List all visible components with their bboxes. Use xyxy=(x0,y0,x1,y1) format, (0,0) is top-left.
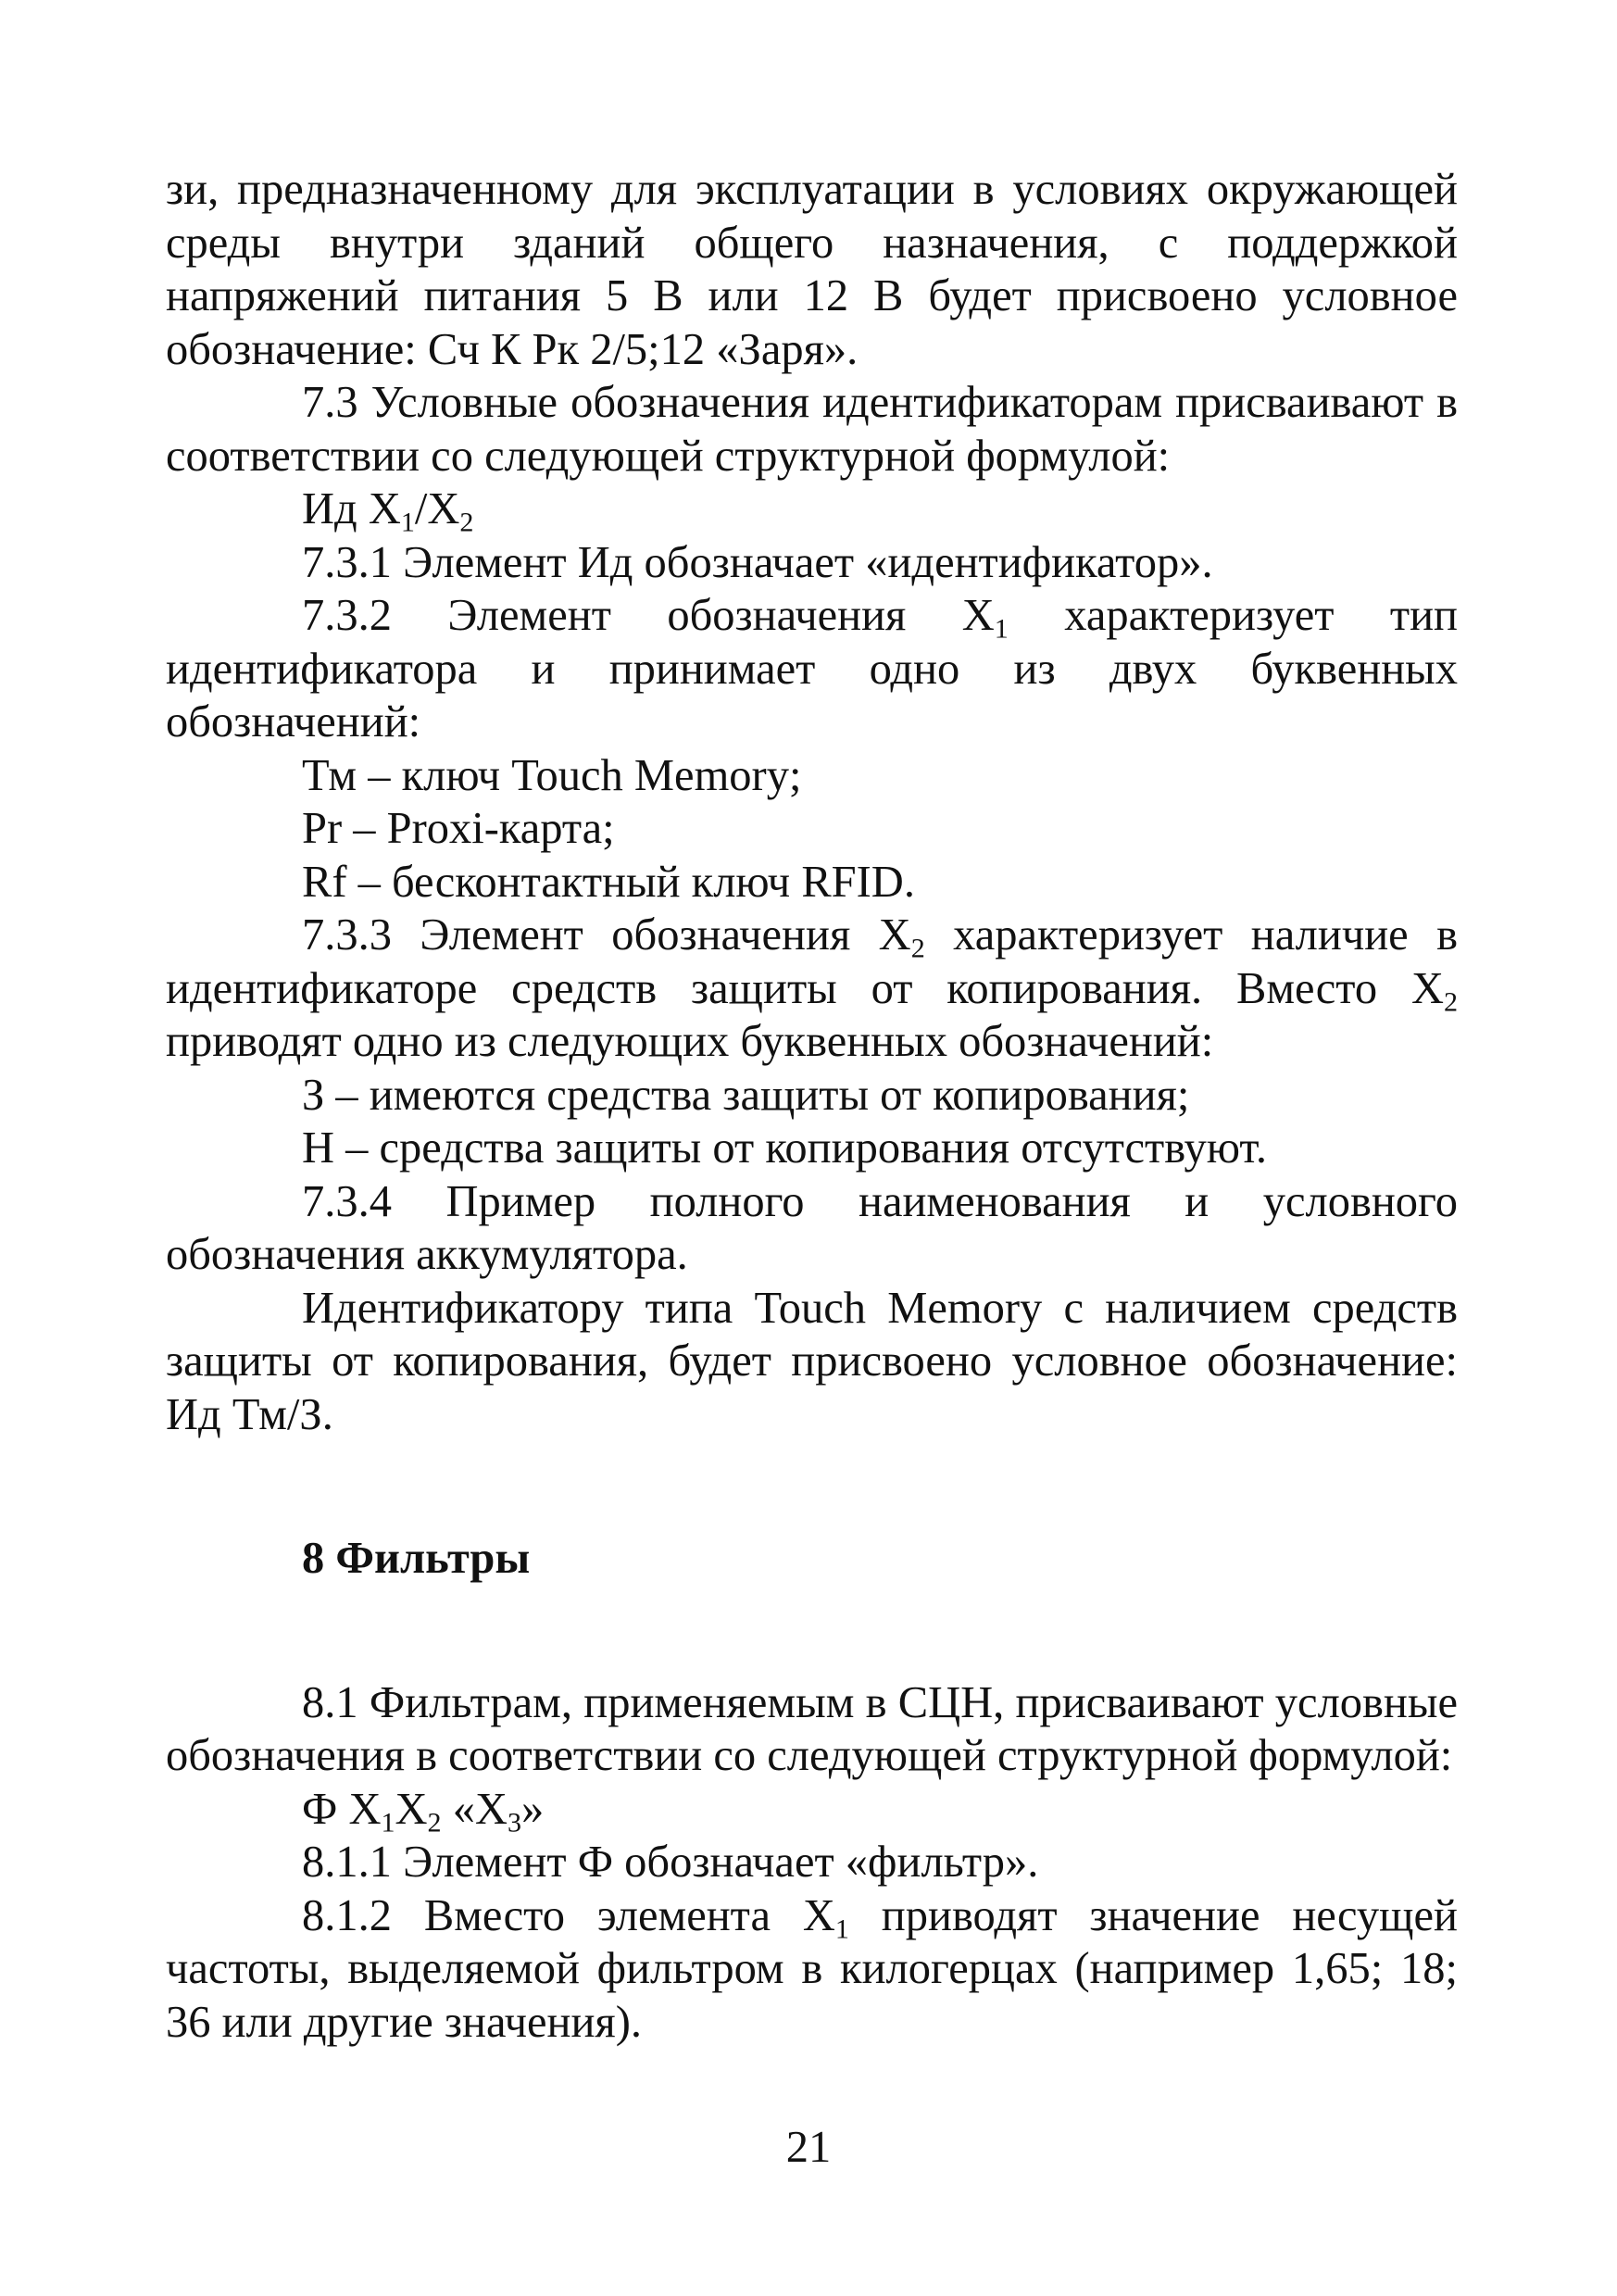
paragraph-8-1-2: 8.1.2 Вместо элемента $Х_1$ приводят значение несущей частоты, выделяемой фильтром в килогерцах (например 1,65; 18; 36 или другие значения). xyxy=(166,1890,1458,2047)
list-item-pr: Pr – Proxi-карта; xyxy=(302,804,615,853)
list-item-n: Н – средства защиты от копирования отсутствуют. xyxy=(302,1123,1268,1173)
paragraph-8-1: 8.1 Фильтрам, применяемым в СЦН, присваивают условные обозначения в соответствии со следующей структурной формулой: xyxy=(166,1677,1458,1780)
list-item-rf: Rf – бесконтактный ключ RFID. xyxy=(302,857,915,907)
paragraph-7-3-4: 7.3.4 Пример полного наименования и условного обозначения аккумулятора. xyxy=(166,1176,1458,1279)
paragraph-7-3: 7.3 Условные обозначения идентификаторам присваивают в соответствии со следующей структурной формулой: xyxy=(166,378,1458,481)
formula-identifier: Ид $Х_1/Х_2$ xyxy=(302,484,474,538)
paragraph-continuation: зи, предназначенному для эксплуатации в условиях окружающей среды внутри зданий общего назначения, с поддержкой напряжений питания 5 В или 12 В будет присвоено условное обозначение: Сч К Рк 2/5;12 «Заря». xyxy=(166,165,1458,374)
list-item-tm: Тм – ключ Touch Memory; xyxy=(302,750,802,800)
document-page xyxy=(166,163,1458,2049)
paragraph-7-3-3: 7.3.3 Элемент обозначения $Х_2$ характеризует наличие в идентификаторе средств защиты от копирования. Вместо $Х_2$ приводят одно из следующих буквенных обозначений: xyxy=(166,910,1458,1066)
paragraph-8-1-1: 8.1.1 Элемент Ф обозначает «фильтр». xyxy=(302,1838,1039,1887)
paragraph-example: Идентификатору типа Touch Memory с наличием средств защиты от копирования, будет присвоено условное обозначение: Ид Тм/З. xyxy=(166,1283,1458,1439)
formula-filter: Ф $Х_1Х_2$ «$Х_3$» xyxy=(302,1784,545,1838)
section-heading: 8 Фильтры xyxy=(302,1534,531,1583)
list-item-z: З – имеются средства защиты от копирования; xyxy=(302,1070,1190,1120)
page-number: 21 xyxy=(785,2123,832,2172)
paragraph-7-3-2: 7.3.2 Элемент обозначения $Х_1$ характеризует тип идентификатора и принимает одно из двух буквенных обозначений: xyxy=(166,591,1458,747)
paragraph-7-3-1: 7.3.1 Элемент Ид обозначает «идентификатор». xyxy=(302,537,1213,587)
